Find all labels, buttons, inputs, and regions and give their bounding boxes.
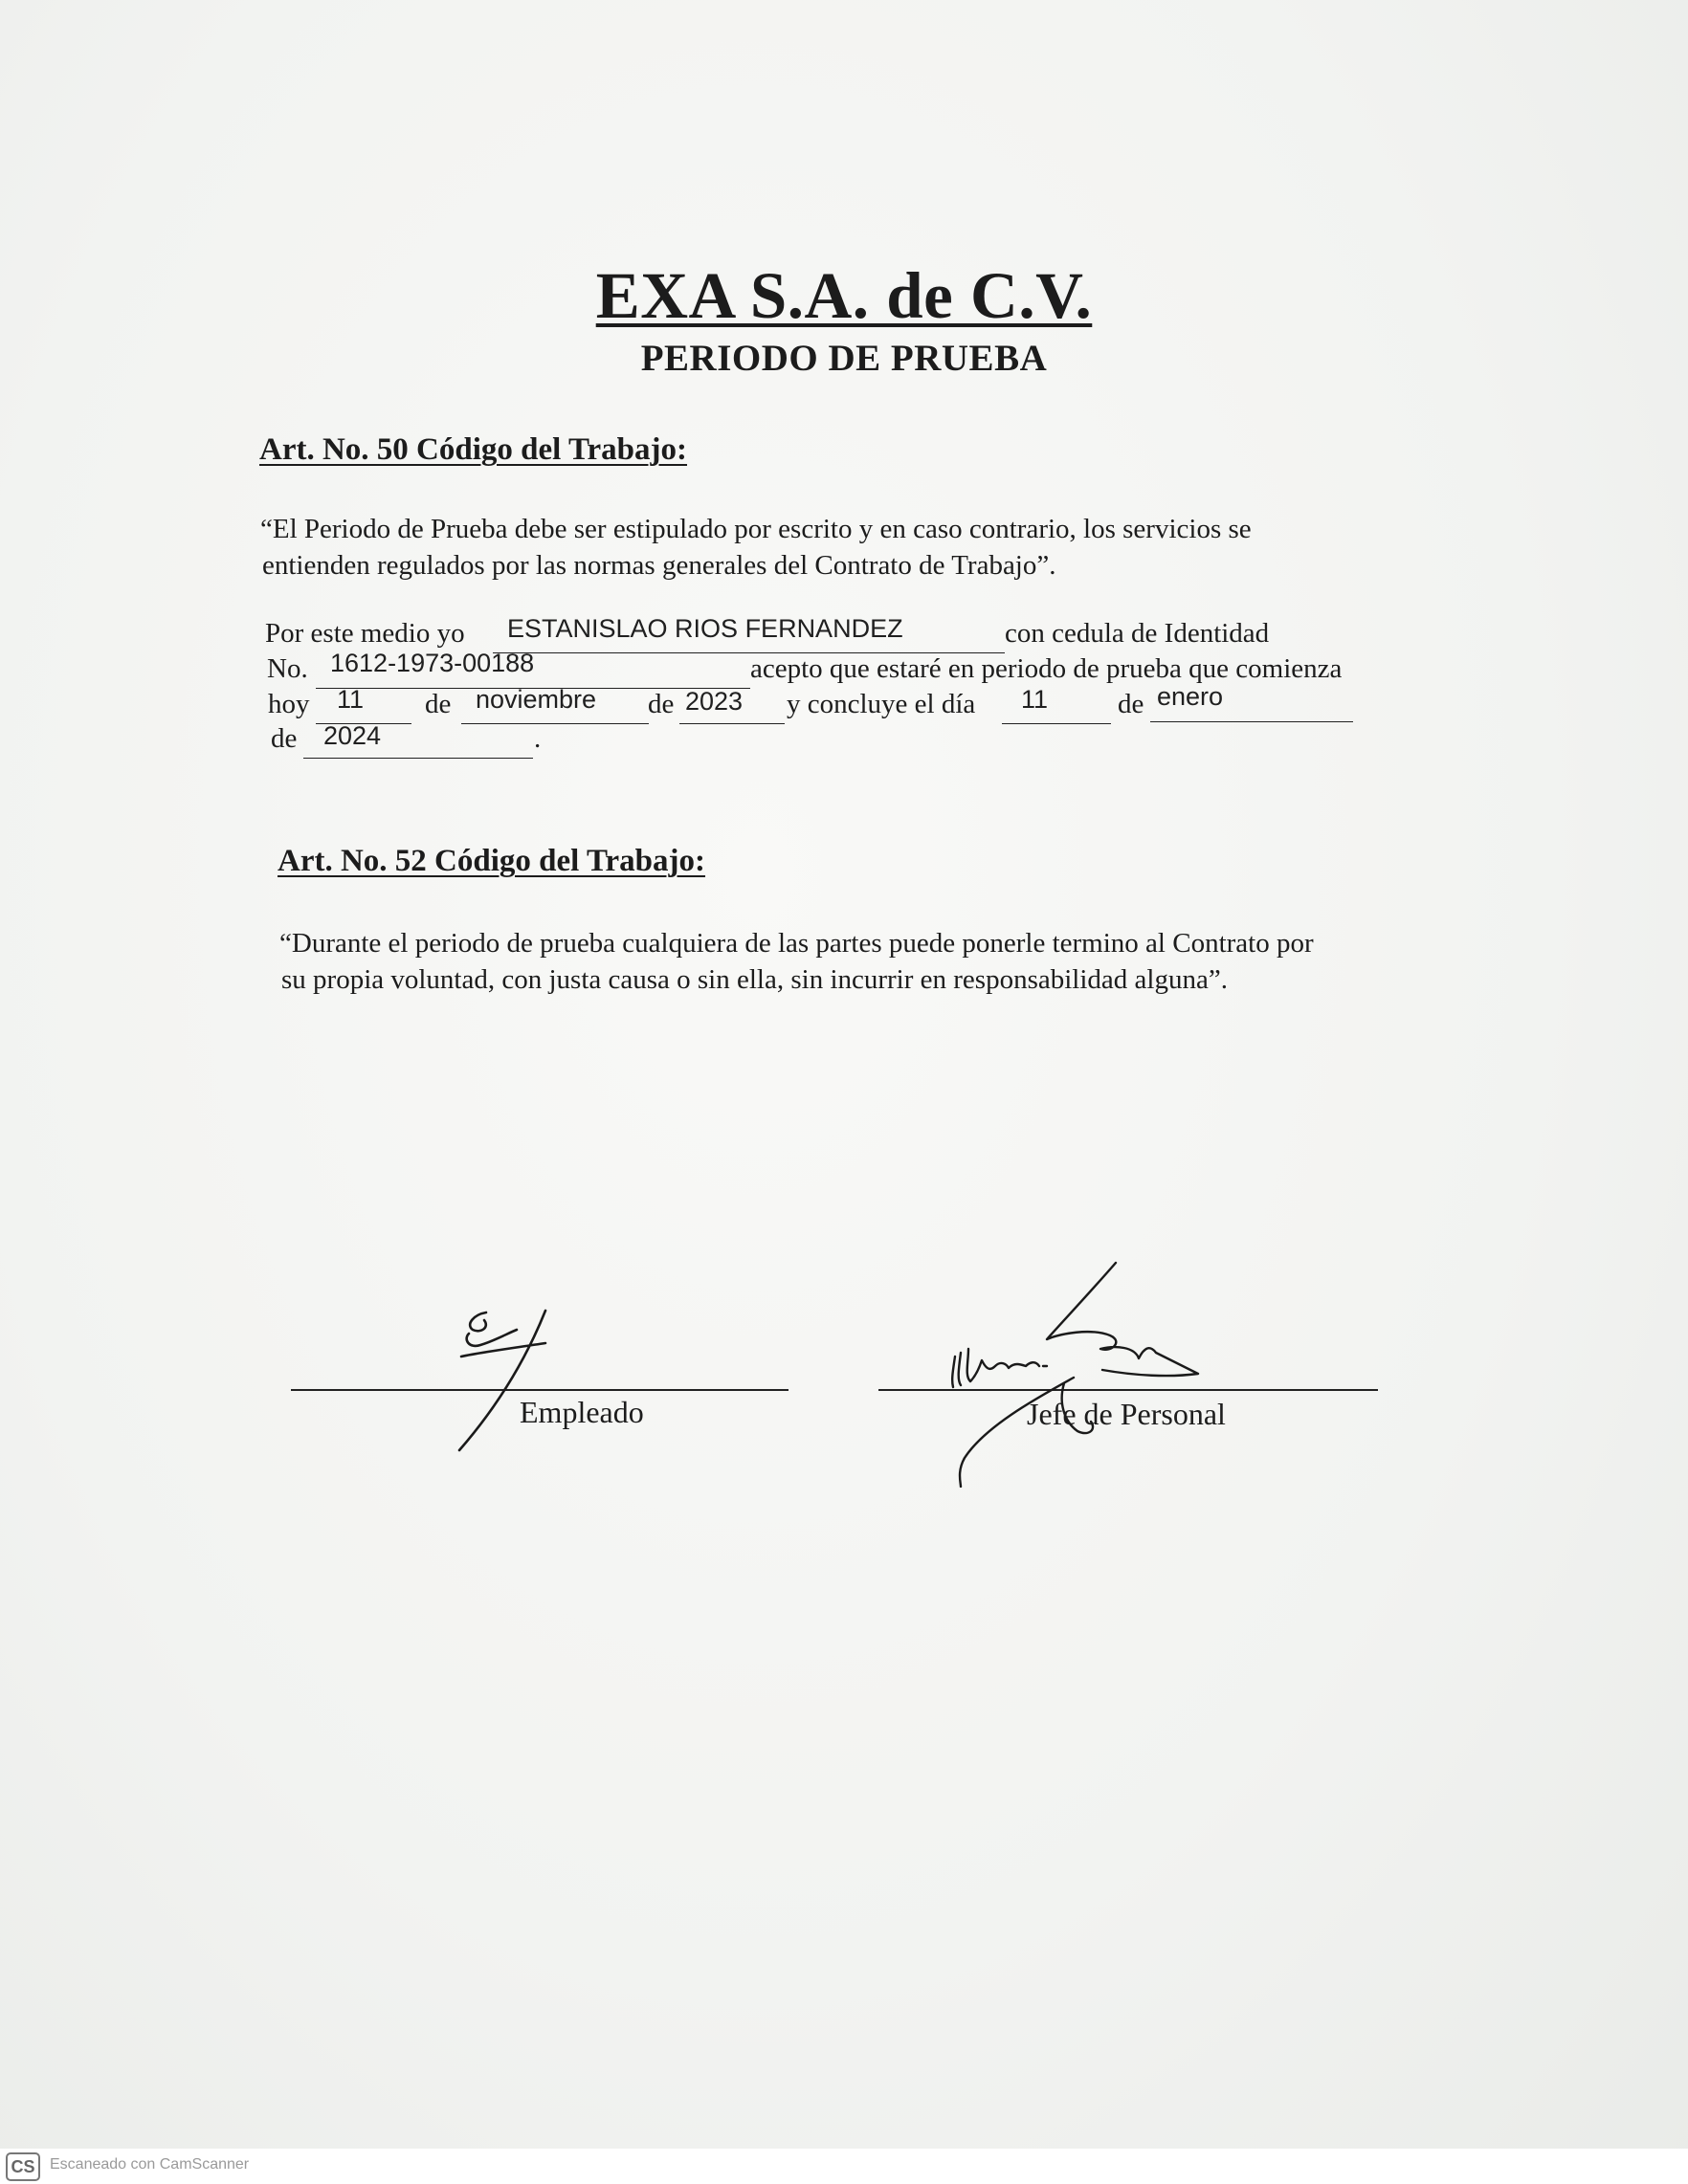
manager-signature-label: Jefe de Personal: [1027, 1397, 1226, 1431]
start-year-value: 2023: [685, 687, 744, 716]
start-month-value: noviembre: [476, 685, 597, 714]
article-52-quote-line-2: su propia voluntad, con justa causa o sin ella, sin incurrir en responsabilidad alguna”.: [281, 964, 1228, 995]
article-50-quote-line-1: “El Periodo de Prueba debe ser estipulado por escrito y en caso contrario, los servicios se: [260, 514, 1252, 544]
concluye-label: y concluye el día: [787, 689, 976, 719]
end-year-value: 2024: [323, 721, 382, 750]
manager-signature-drawing: [947, 1253, 1273, 1488]
article-50-quote-line-2: entienden regulados por las normas generales del Contrato de Trabajo”.: [262, 550, 1056, 581]
document-subtitle: PERIODO DE PRUEBA: [640, 338, 1048, 379]
company-title: EXA S.A. de C.V.: [595, 259, 1093, 332]
hoy-label: hoy: [268, 689, 310, 719]
id-number-value: 1612-1973-00188: [330, 649, 535, 677]
de-label-4: de: [271, 723, 298, 754]
de-label-1: de: [425, 689, 452, 719]
employee-signature-drawing: [440, 1301, 574, 1454]
declaration-after-name: con cedula de Identidad: [1005, 618, 1270, 649]
end-day-value: 11: [1021, 685, 1049, 714]
scanner-footer: [0, 2149, 1688, 2184]
camscanner-text: Escaneado con CamScanner: [50, 2156, 250, 2173]
article-52-quote-line-1: “Durante el periodo de prueba cualquiera de las partes puede ponerle termino al Contrato por: [279, 928, 1314, 959]
article-52-heading: Art. No. 52 Código del Trabajo:: [278, 844, 706, 878]
de-label-3: de: [1118, 689, 1144, 719]
camscanner-logo-icon: CS: [6, 2152, 40, 2181]
de-label-2: de: [648, 689, 675, 719]
end-month-value: enero: [1157, 682, 1224, 711]
end-day-blank: [1002, 691, 1111, 724]
start-day-value: 11: [337, 685, 365, 714]
declaration-after-id: acepto que estaré en periodo de prueba que comienza: [750, 653, 1343, 684]
declaration-prefix: Por este medio yo: [265, 618, 465, 649]
employee-name-value: ESTANISLAO RIOS FERNANDEZ: [507, 614, 903, 643]
id-number-label: No.: [267, 653, 308, 684]
declaration-period: .: [534, 723, 542, 754]
article-50-heading: Art. No. 50 Código del Trabajo:: [259, 432, 688, 467]
employee-signature-label: Empleado: [520, 1395, 644, 1429]
